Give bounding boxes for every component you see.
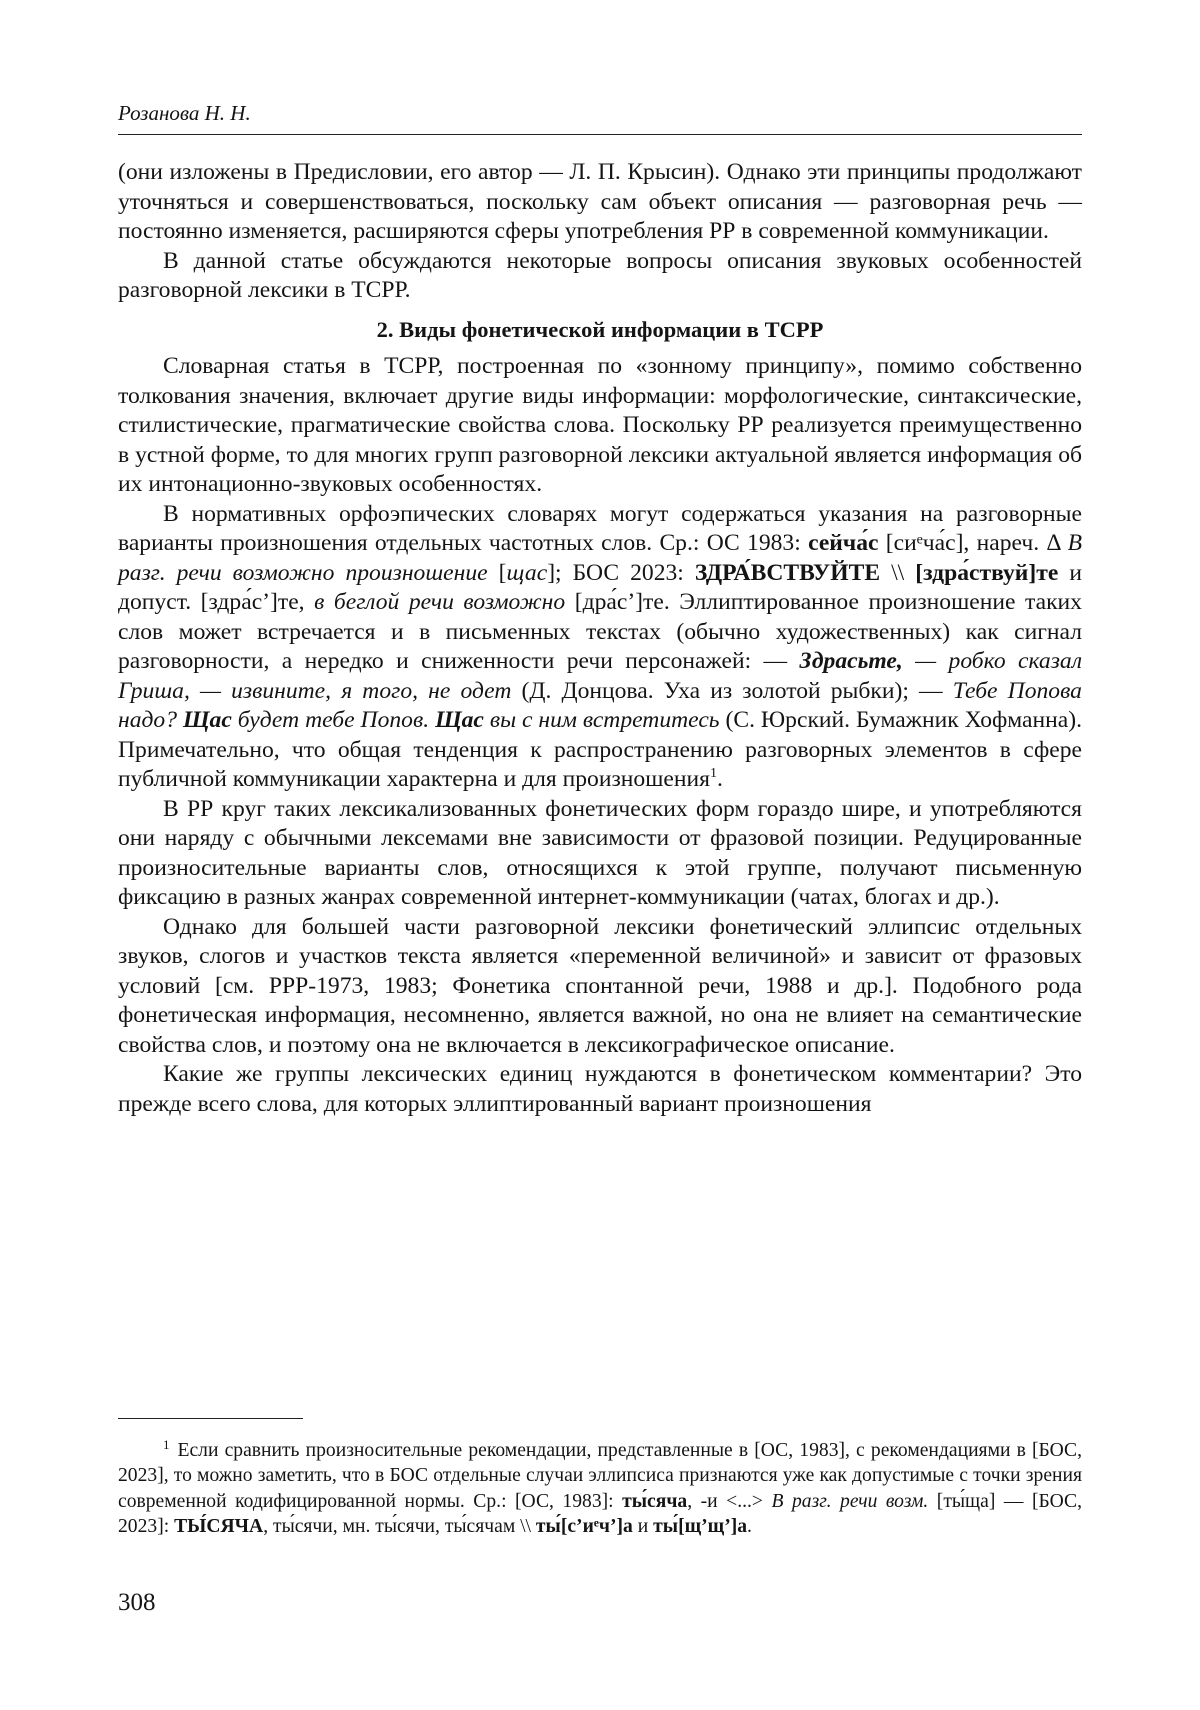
dictionary-note: В разг. речи возм. (771, 1490, 929, 1512)
quote-text: — робко сказал Гриша, — извините, я того, не одет (118, 648, 1082, 704)
text-run: ]; БОС 2023: (547, 559, 695, 586)
article-body (118, 158, 1082, 1119)
dictionary-note: В разг. речи возможно произношение (118, 530, 1082, 586)
headword-tysyacha: ты́сяча (622, 1490, 688, 1512)
paragraph-5: В РР круг таких лексикализованных фонетических форм гораздо шире, и употребляются они наряду с обычными лексемами вне зависимости от фразовой позиции. Редуцированные произносительные варианты слов, относящихся к этой группе, получают письменную фиксацию в разных жанрах современной интернет-коммуникации (чатах, блогах и др.). (118, 795, 1082, 910)
dictionary-note: в беглой речи возможно (314, 589, 566, 615)
footnote-1 (118, 1432, 1082, 1539)
footnote-reference[interactable]: 1 (709, 766, 717, 782)
text-run: , ты́сячи, мн. ты́сячи, ты́сячам \\ (263, 1515, 536, 1537)
paragraph-7: Какие же группы лексических единиц нуждаются в фонетическом комментарии? Это прежде всего слова, для которых эллиптированный вариант произношения (118, 1061, 1082, 1117)
paragraph-4 (118, 500, 1082, 795)
headword-tysyacha-caps: ТЫ́СЯЧА (174, 1515, 264, 1537)
quote-text: Тебе Попова надо? (118, 677, 1082, 733)
page-number: 308 (118, 1589, 156, 1616)
section-heading: 2. Виды фонетической информации в ТСРР (376, 316, 824, 342)
quote-emphasis: Щас (182, 707, 232, 733)
text-run: и (632, 1515, 654, 1537)
paragraph-3: Словарная статья в ТСРР, построенная по «зонному принципу», помимо собственно толкования значения, включает другие виды информации: морфологические, синтаксические, стилистические, прагматические свойства слова. Поскольку РР реализуется преимущественно в устной форме, то для многих групп разговорной лексики актуальной является информация об их интонационно-звуковых особенностях. (118, 353, 1082, 497)
text-run: и допуст. [здра́с’]те, (118, 559, 1082, 615)
text-run: Если сравнить произносительные рекомендации, представленные в [ОС, 1983], с рекомендациями в [БОС, 2023], то можно заметить, что в БОС отдельные случаи эллипсиса признаются уже как допустимые с точки зрения современной кодифицированной нормы. Ср.: [ОС, 1983]: (118, 1440, 1082, 1512)
quote-text: вы с ним встретитесь (483, 707, 720, 733)
footnotes (118, 1432, 1082, 1539)
text-run: В нормативных орфоэпических словарях могут содержаться указания на разговорные варианты произношения отдельных частотных слов. Ср.: ОС 1983: (118, 500, 1082, 556)
headword-seychas: сейча́с (808, 530, 879, 556)
text-run: [дра́с’]те. Эллиптированное произношение таких слов может встречается и в письменных текстах (обычно художественных) как сигнал разговорности, а нередко и сниженности речи персонажей: — (118, 589, 1082, 674)
citation: (С. Юрский. Бумажник Хофманна). Примечательно, что общая тенденция к распространению разговорных элементов в сфере публичной коммуникации характерна и для произношения (118, 707, 1082, 792)
headword-zdravstvuyte: ЗДРА́ВСТВУЙТЕ (694, 559, 881, 586)
footnote-marker: 1 (163, 1437, 170, 1452)
quote-emphasis: Здрасьте, (799, 648, 903, 674)
text-run: . (747, 1515, 752, 1537)
footnote-divider (118, 1418, 303, 1419)
paragraph-6: Однако для большей части разговорной лексики фонетический эллипсис отдельных звуков, слогов и участков текста является «переменной величиной» и зависит от фразовых условий [см. РРР-1973, 1983; Фонетика спонтанной речи, 1988 и др.]. Подобного рода фонетическая информация, несомненно, является важной, но она не влияет на семантические свойства слов, и поэтому она не включается в лексикографическое описание. (118, 913, 1082, 1058)
journal-page (118, 0, 1082, 1710)
citation: (Д. Донцова. Уха из золотой рыбки); — (511, 677, 953, 704)
running-head-author: Розанова Н. Н. (118, 100, 1082, 135)
transcription-shchas: щас (506, 559, 548, 586)
transcription-variant: ты́[с’иᵉч’]а (535, 1515, 633, 1537)
text-run: [сиᵉча́с], нареч. Δ (878, 530, 1068, 556)
text-run: \\ (880, 559, 916, 586)
quote-text: будет тебе Попов. (231, 707, 436, 733)
paragraph-1: (они изложены в Предисловии, его автор — Л. П. Крысин). Однако эти принципы продолжают уточняться и совершенствоваться, поскольку сам объект описания — разговорная речь — постоянно изменяется, расширяются сферы употребления РР в современной коммуникации. (118, 159, 1082, 244)
text-run: [ты́ща] — [БОС, 2023]: (118, 1490, 1083, 1537)
text-run: , -и <...> (687, 1490, 772, 1512)
quote-emphasis: Щас (435, 707, 484, 733)
text-run: . (716, 766, 723, 792)
headword-transcription: [здра́ствуй]те (915, 559, 1059, 586)
transcription-variant: ты́[щ’щ’]а (653, 1515, 748, 1537)
paragraph-2: В данной статье обсуждаются некоторые вопросы описания звуковых особенностей разговорной лексики в ТСРР. (118, 247, 1082, 303)
text-run: [ (487, 559, 507, 586)
